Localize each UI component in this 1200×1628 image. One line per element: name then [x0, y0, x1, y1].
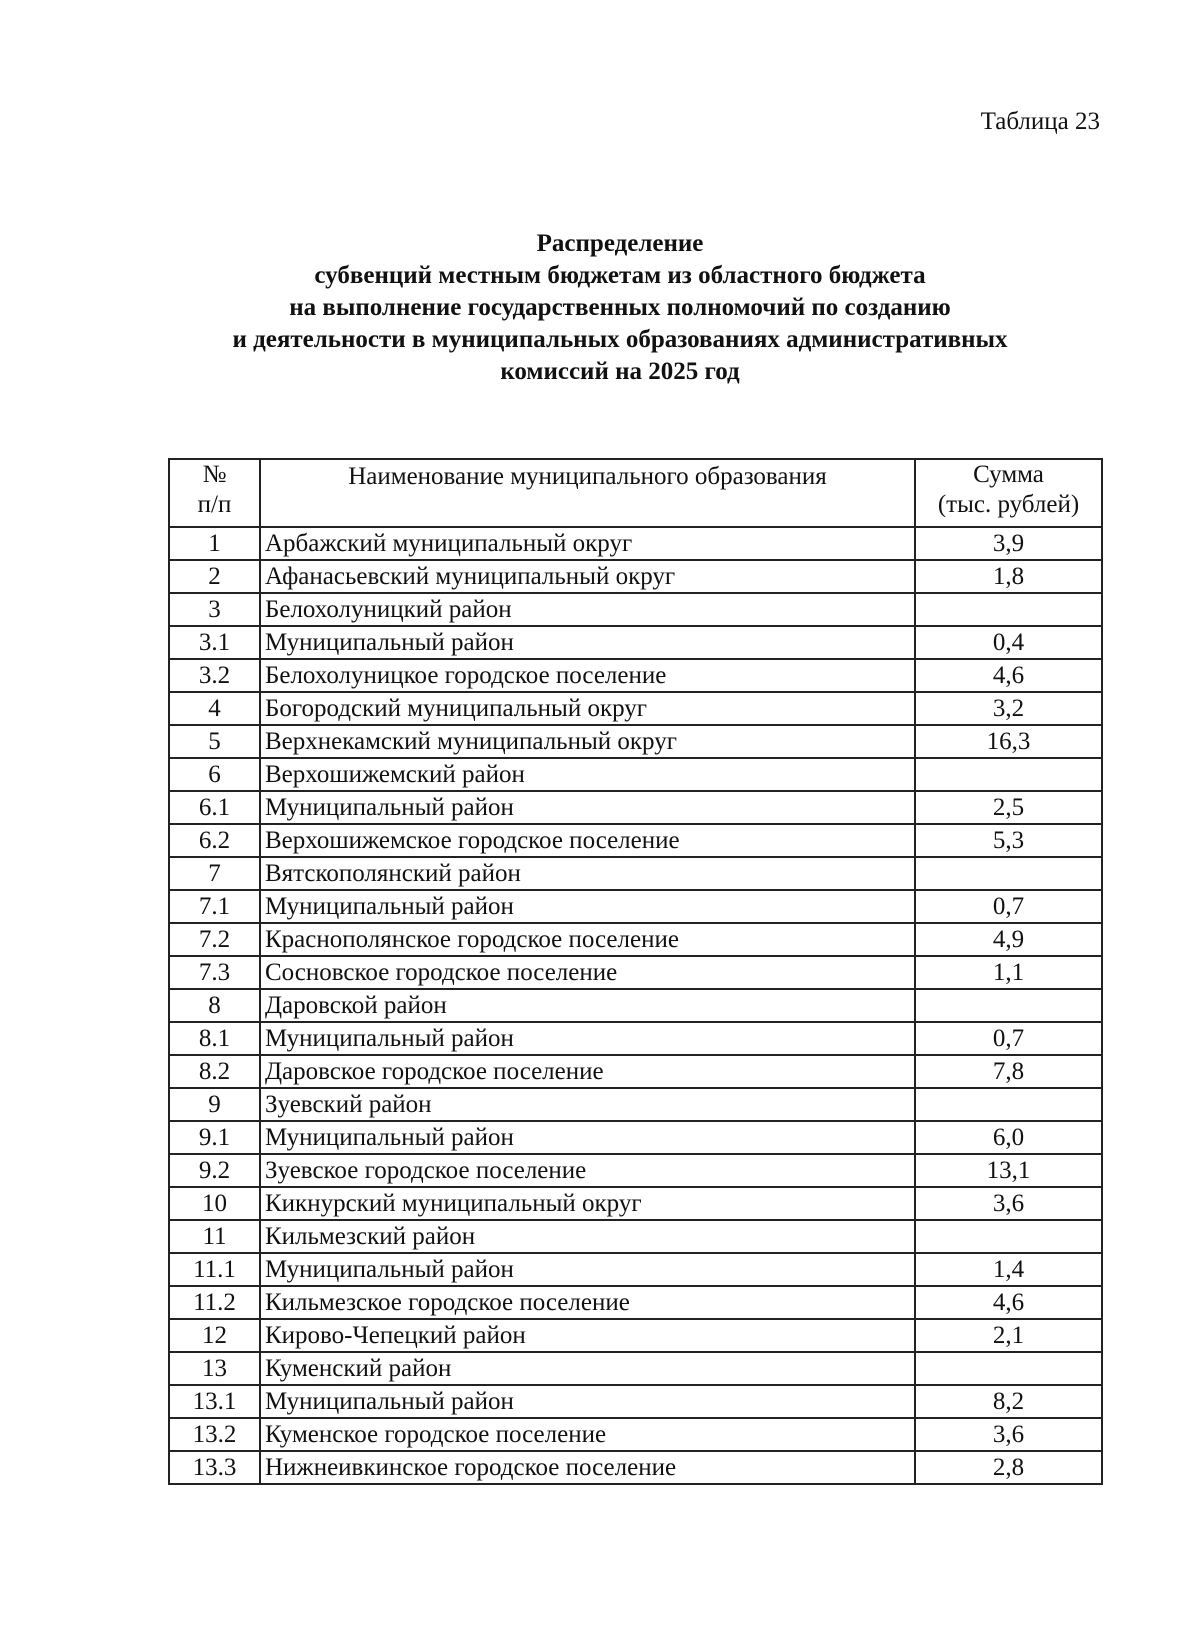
row-sum-cell: 2,1 — [915, 1319, 1102, 1352]
row-sum-cell: 3,9 — [915, 527, 1102, 560]
table-row — [169, 659, 1102, 692]
row-name-cell: Муниципальный район — [260, 791, 915, 824]
table-row — [169, 1187, 1102, 1220]
table-row — [169, 956, 1102, 989]
row-number-cell: 6.2 — [169, 824, 260, 857]
table-row — [169, 1286, 1102, 1319]
row-sum-cell: 8,2 — [915, 1385, 1102, 1418]
row-name-cell: Верхнекамский муниципальный округ — [260, 725, 915, 758]
row-sum-cell: 5,3 — [915, 824, 1102, 857]
row-sum-cell: 2,5 — [915, 791, 1102, 824]
row-number-cell: 7.2 — [169, 923, 260, 956]
row-name-cell: Богородский муниципальный округ — [260, 692, 915, 725]
row-sum-cell — [915, 1220, 1102, 1253]
row-number-cell: 6 — [169, 758, 260, 791]
row-number-cell: 3.2 — [169, 659, 260, 692]
row-sum-cell: 2,8 — [915, 1451, 1102, 1484]
table-row — [169, 1451, 1102, 1484]
table-body — [169, 527, 1102, 1484]
row-name-cell: Куменское городское поселение — [260, 1418, 915, 1451]
row-name-cell: Белохолуницкое городское поселение — [260, 659, 915, 692]
table-row — [169, 890, 1102, 923]
row-number-cell: 9 — [169, 1088, 260, 1121]
row-sum-cell — [915, 1088, 1102, 1121]
table-row — [169, 989, 1102, 1022]
row-name-cell: Кирово-Чепецкий район — [260, 1319, 915, 1352]
row-name-cell: Вятскополянский район — [260, 857, 915, 890]
row-name-cell: Арбажский муниципальный округ — [260, 527, 915, 560]
row-number-cell: 1 — [169, 527, 260, 560]
distribution-table — [168, 458, 1103, 1485]
row-sum-cell: 1,1 — [915, 956, 1102, 989]
row-sum-cell — [915, 593, 1102, 626]
row-name-cell: Сосновское городское поселение — [260, 956, 915, 989]
row-name-cell: Даровское городское поселение — [260, 1055, 915, 1088]
title-line-4: и деятельности в муниципальных образованиях административных — [232, 326, 1008, 353]
table-row — [169, 1352, 1102, 1385]
table-row — [169, 791, 1102, 824]
row-sum-cell: 4,6 — [915, 1286, 1102, 1319]
row-name-cell: Белохолуницкий район — [260, 593, 915, 626]
row-number-cell: 11.2 — [169, 1286, 260, 1319]
row-number-cell: 7.3 — [169, 956, 260, 989]
table-header-row — [169, 459, 1102, 527]
table-row — [169, 1319, 1102, 1352]
row-name-cell: Нижнеивкинское городское поселение — [260, 1451, 915, 1484]
row-name-cell: Зуевский район — [260, 1088, 915, 1121]
row-name-cell: Муниципальный район — [260, 1385, 915, 1418]
row-number-cell: 6.1 — [169, 791, 260, 824]
row-sum-cell: 0,7 — [915, 1022, 1102, 1055]
row-sum-cell: 16,3 — [915, 725, 1102, 758]
row-number-cell: 3 — [169, 593, 260, 626]
table-row — [169, 1088, 1102, 1121]
table-row — [169, 1385, 1102, 1418]
table-row — [169, 857, 1102, 890]
header-number-line-1: № — [202, 461, 227, 488]
row-number-cell: 9.1 — [169, 1121, 260, 1154]
row-sum-cell: 0,7 — [915, 890, 1102, 923]
row-name-cell: Афанасьевский муниципальный округ — [260, 560, 915, 593]
row-sum-cell — [915, 989, 1102, 1022]
document-title — [0, 228, 1200, 388]
row-sum-cell: 3,6 — [915, 1187, 1102, 1220]
row-number-cell: 7 — [169, 857, 260, 890]
row-number-cell: 4 — [169, 692, 260, 725]
row-name-cell: Верхошижемский район — [260, 758, 915, 791]
row-sum-cell — [915, 1352, 1102, 1385]
row-sum-cell: 3,6 — [915, 1418, 1102, 1451]
row-sum-cell: 3,2 — [915, 692, 1102, 725]
row-sum-cell — [915, 758, 1102, 791]
table-row — [169, 758, 1102, 791]
row-number-cell: 8.2 — [169, 1055, 260, 1088]
row-sum-cell: 4,6 — [915, 659, 1102, 692]
row-name-cell: Краснополянское городское поселение — [260, 923, 915, 956]
row-number-cell: 2 — [169, 560, 260, 593]
row-name-cell: Муниципальный район — [260, 890, 915, 923]
row-number-cell: 10 — [169, 1187, 260, 1220]
row-sum-cell: 0,4 — [915, 626, 1102, 659]
header-sum-line-2: (тыс. рублей) — [937, 491, 1080, 518]
row-name-cell: Кильмезский район — [260, 1220, 915, 1253]
table-row — [169, 824, 1102, 857]
table-label: Таблица 23 — [980, 108, 1100, 135]
header-sum-line-1: Сумма — [973, 461, 1044, 488]
row-name-cell: Верхошижемское городское поселение — [260, 824, 915, 857]
table-row — [169, 725, 1102, 758]
table-row — [169, 1055, 1102, 1088]
table-row — [169, 626, 1102, 659]
distribution-table-container — [168, 458, 1103, 1485]
row-name-cell: Даровской район — [260, 989, 915, 1022]
row-sum-cell — [915, 857, 1102, 890]
header-number-line-2: п/п — [197, 491, 232, 518]
table-row — [169, 1121, 1102, 1154]
row-number-cell: 13 — [169, 1352, 260, 1385]
table-row — [169, 560, 1102, 593]
header-sum — [915, 459, 1102, 527]
table-row — [169, 1418, 1102, 1451]
row-sum-cell: 7,8 — [915, 1055, 1102, 1088]
row-name-cell: Кильмезское городское поселение — [260, 1286, 915, 1319]
row-number-cell: 13.2 — [169, 1418, 260, 1451]
row-number-cell: 3.1 — [169, 626, 260, 659]
row-number-cell: 7.1 — [169, 890, 260, 923]
row-name-cell: Муниципальный район — [260, 1121, 915, 1154]
row-sum-cell: 4,9 — [915, 923, 1102, 956]
table-row — [169, 923, 1102, 956]
title-line-2: субвенций местным бюджетам из областного бюджета — [314, 262, 926, 289]
row-name-cell: Муниципальный район — [260, 626, 915, 659]
table-row — [169, 692, 1102, 725]
table-row — [169, 1022, 1102, 1055]
header-number — [169, 459, 260, 527]
row-name-cell: Кикнурский муниципальный округ — [260, 1187, 915, 1220]
table-row — [169, 593, 1102, 626]
row-name-cell: Зуевское городское поселение — [260, 1154, 915, 1187]
row-number-cell: 8 — [169, 989, 260, 1022]
header-name: Наименование муниципального образования — [260, 459, 915, 527]
table-row — [169, 1220, 1102, 1253]
row-number-cell: 13.1 — [169, 1385, 260, 1418]
row-sum-cell: 1,8 — [915, 560, 1102, 593]
table-row — [169, 527, 1102, 560]
row-number-cell: 11 — [169, 1220, 260, 1253]
row-number-cell: 5 — [169, 725, 260, 758]
title-line-5: комиссий на 2025 год — [500, 358, 740, 385]
row-number-cell: 9.2 — [169, 1154, 260, 1187]
row-sum-cell: 6,0 — [915, 1121, 1102, 1154]
row-number-cell: 8.1 — [169, 1022, 260, 1055]
table-row — [169, 1253, 1102, 1286]
table-row — [169, 1154, 1102, 1187]
title-line-1: Распределение — [536, 230, 704, 257]
row-name-cell: Муниципальный район — [260, 1253, 915, 1286]
row-name-cell: Муниципальный район — [260, 1022, 915, 1055]
row-number-cell: 12 — [169, 1319, 260, 1352]
row-sum-cell: 1,4 — [915, 1253, 1102, 1286]
row-name-cell: Куменский район — [260, 1352, 915, 1385]
title-line-3: на выполнение государственных полномочий по созданию — [289, 294, 951, 321]
row-sum-cell: 13,1 — [915, 1154, 1102, 1187]
row-number-cell: 13.3 — [169, 1451, 260, 1484]
row-number-cell: 11.1 — [169, 1253, 260, 1286]
